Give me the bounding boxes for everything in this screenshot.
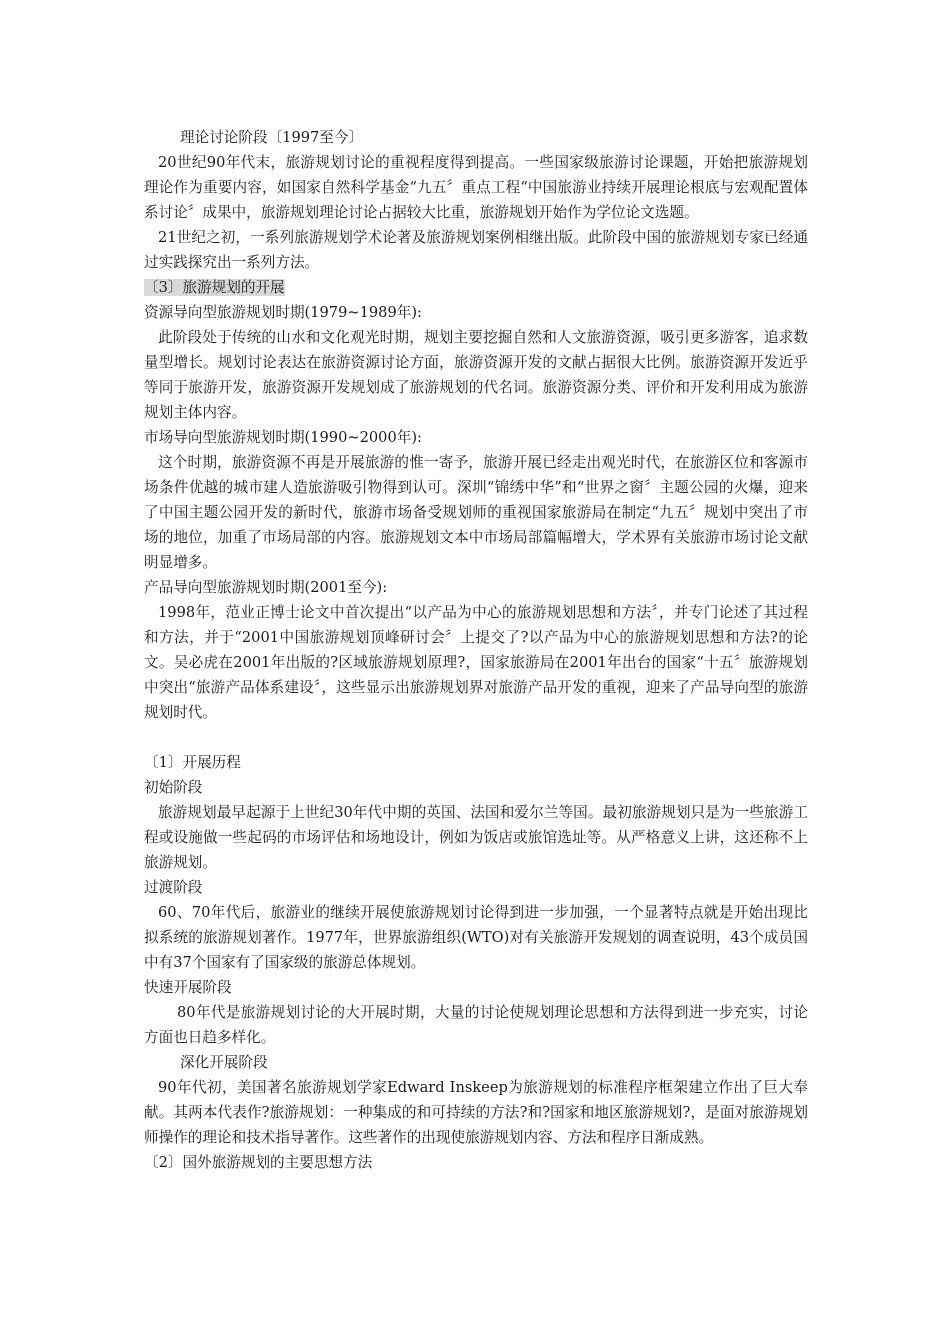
paragraph-resource: 此阶段处于传统的山水和文化观光时期，规划主要挖掘自然和人文旅游资源，吸引更多游客，追求数量型增长。规划讨论表达在旅游资源讨论方面，旅游资源开发的文献占据很大比例。旅游资源开发近乎等同于旅游开发，旅游资源开发规划成了旅游规划的代名词。旅游资源分类、评价和开发利用成为旅游规划主体内容。 (144, 329, 808, 421)
stage-heading-rapid: 快速开展阶段 (144, 979, 232, 996)
period-heading-market: 市场导向型旅游规划时期(1990~2000年): (144, 429, 422, 446)
stage-heading-initial: 初始阶段 (144, 779, 203, 796)
paragraph-market: 这个时期，旅游资源不再是开展旅游的惟一寄予，旅游开展已经走出观光时代，在旅游区位和客源市场条件优越的城市建人造旅游吸引物得到认可。深圳“锦绣中华”和“世界之窗〞主题公园的火爆，迎来了中国主题公园开发的新时代，旅游市场备受规划师的重视国家旅游局在制定“九五〞规划中突出了市场的地位，加重了市场局部的内容。旅游规划文本中市场局部篇幅增大，学术界有关旅游市场讨论文献明显增多。 (144, 454, 808, 571)
section-heading-1: 〔1〕开展历程 (144, 754, 241, 771)
paragraph-rapid: 80年代是旅游规划讨论的大开展时期，大量的讨论使规划理论思想和方法得到进一步充实，讨论方面也日趋多样化。 (144, 1004, 808, 1046)
document-body (144, 125, 808, 1175)
paragraph-product: 1998年，范业正博士论文中首次提出“以产品为中心的旅游规划思想和方法〞，并专门论述了其过程和方法，并于“2001中国旅游规划顶峰研讨会〞上提交了?以产品为中心的旅游规划思想和方法?的论文。吴必虎在2001年出版的?区域旅游规划原理?，国家旅游局在2001年出台的国家“十五〞旅游规划中突出“旅游产品体系建设〞，这些显示出旅游规划界对旅游产品开发的重视，迎来了产品导向型的旅游规划时代。 (144, 604, 808, 721)
paragraph-transition: 60、70年代后，旅游业的继续开展使旅游规划讨论得到进一步加强，一个显著特点就是开始出现比拟系统的旅游规划著作。1977年，世界旅游组织(WTO)对有关旅游开发规划的调查说明，43个成员国中有37个国家有了国家级的旅游总体规划。 (144, 904, 808, 971)
stage-heading-transition: 过渡阶段 (144, 879, 203, 896)
paragraph-deepening: 90年代初，美国著名旅游规划学家Edward Inskeep为旅游规划的标准程序框架建立作出了巨大奉献。其两本代表作?旅游规划：一种集成的和可持续的方法?和?国家和地区旅游规划?，是面对旅游规划师操作的理论和技术指导著作。这些著作的出现使旅游规划内容、方法和程序日渐成熟。 (144, 1079, 808, 1146)
paragraph-1990s: 20世纪90年代末，旅游规划讨论的重视程度得到提高。一些国家级旅游讨论课题，开始把旅游规划理论作为重要内容，如国家自然科学基金“九五〞重点工程“中国旅游业持续开展理论根底与宏观配置体系讨论〞成果中，旅游规划理论讨论占据较大比重，旅游规划开始作为学位论文选题。 (144, 154, 808, 221)
section-heading-2: 〔2〕国外旅游规划的主要思想方法 (144, 1154, 373, 1171)
paragraph-21st-century: 21世纪之初，一系列旅游规划学术论著及旅游规划案例相继出版。此阶段中国的旅游规划专家已经通过实践探究出一系列方法。 (144, 229, 808, 271)
blank-line (144, 725, 808, 750)
stage-heading-theory: 理论讨论阶段〔1997至今〕 (180, 129, 364, 146)
paragraph-initial: 旅游规划最早起源于上世纪30年代中期的英国、法国和爱尔兰等国。最初旅游规划只是为一些旅游工程或设施做一些起码的市场评估和场地设计，例如为饭店或旅馆选址等。从严格意义上讲，这还称不上旅游规划。 (144, 804, 808, 871)
period-heading-product: 产品导向型旅游规划时期(2001至今): (144, 579, 388, 596)
section-heading-3 (144, 275, 808, 300)
period-heading-resource: 资源导向型旅游规划时期(1979~1989年): (144, 304, 422, 321)
highlighted-heading: 〔3〕旅游规划的开展 (144, 279, 285, 296)
stage-heading-deepening: 深化开展阶段 (180, 1054, 268, 1071)
